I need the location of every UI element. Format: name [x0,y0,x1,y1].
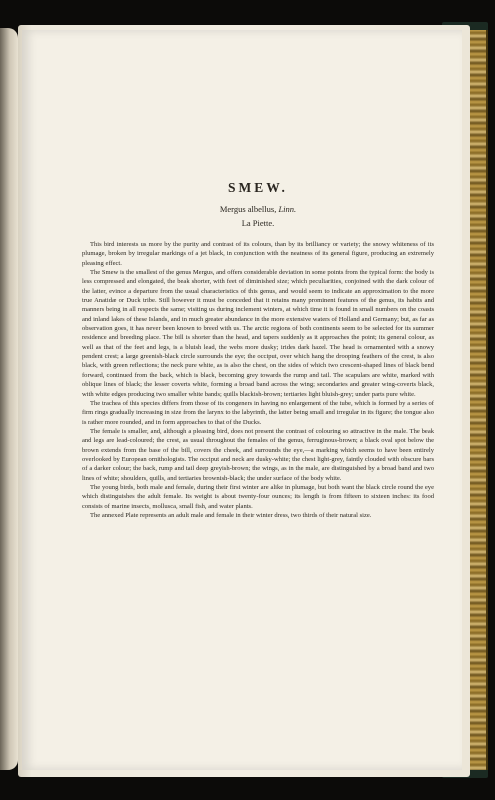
body-paragraph: The female is smaller, and, although a pleasing bird, does not present the contrast of colouring so attractive in the male. The beak and legs are lead-coloured; the crest, as usual throughout the females of the genus, ferruginous-brown; a black oval spot below the brown extends from the base of the bill, covers the cheek, and surrounds the eye,—a marking which seems to have been entirely overlooked by European ornithologists. The occiput and neck are dusky-white; the chest light-grey, faintly clouded with obscure bars of a darker colour; the back, rump and tail deep greyish-brown; the wings, as in the male, are distinguished by a broad band and two lines of white; shoulders, quills, and tertiaries brownish-black; the under surface of the body white. [82,427,434,482]
body-paragraph: This bird interests us more by the purity and contrast of its colours, than by its brilliancy or variety; the snowy whiteness of its plumage, broken by irregular markings of a jet black, in conjunction with the neatness of its general figure, producing an extremely pleasing effect. [82,241,434,267]
body-paragraph: The Smew is the smallest of the genus Mergus, and offers considerable deviation in some points from the typical form: the body is less compressed and elongated, the beak shorter, with feet of diminished size; which peculiarities, conjoined with the dark colour of the latter, evince a departure from the usual characteristics of this genus, and would seem to indicate an approximation to the more true Anatidæ or Duck tribe. Still however it must be conceded that it retains many prominent features of the genus, its habits and manners being in all respects the same; visiting us during inclement winters, at which time it is found in small numbers on the coasts and inland lakes of these Islands, and in much greater abundance in the more extensive waters of Holland and Germany; but, as far as observation goes, it has never been known to breed with us. The arctic regions of both continents seem to be selected for its summer residence and breeding place. The bill is shorter than the head, and tapers suddenly as it approaches the point; its general colour, as well as that of the feet and legs, is a bluish lead, the webs more dusky; irides dark hazel. The head is ornamented with a snowy pendent crest; a large greenish-black circle surrounds the eye; the occiput, over which hang the drooping feathers of the crest, is also black, with green reflections; the neck pure white, as is also the chest, on the sides of which two crescent-shaped lines of black bend forward, continued from the back, which is black, becoming grey towards the rump and tail. The scapulars are white, marked with oblique lines of black; the lesser coverts white, forming a broad band across the wing; secondaries and greater wing-coverts black, with white edges producing two smaller white bands; quills blackish-brown; tertiaries light bluish-grey; under parts pure white. [82,269,434,398]
body-paragraph: The annexed Plate represents an adult male and female in their winter dress, two thirds of their natural size. [90,511,372,519]
page-content [82,180,434,520]
body-paragraph: The trachea of this species differs from those of its congeners in having no enlargement of the tube, which is formed by a series of firm rings gradually increasing in size from the larynx to the labyrinth, the latter being small and irregular in its figure; the tongue also is rather more rounded, and in form approaches to that of the Ducks. [82,399,434,426]
french-name: La Piette. [241,218,275,228]
book-page [22,30,462,770]
body-paragraph: The young birds, both male and female, during their first winter are alike in plumage, but both want the black circle round the eye which distinguishes the adult female. Its weight is about twenty-four ounces; its length is from fifteen to sixteen inches: its food consists of marine insects, mollusca, small fish, and water plants. [82,483,434,510]
latin-name: Mergus albellus, [219,204,277,214]
latin-author: Linn. [278,204,297,214]
gilt-decorated-edge [468,30,488,770]
left-page-edge [0,28,18,770]
latin-name-line [82,204,434,214]
page-title: SMEW. [228,180,288,195]
